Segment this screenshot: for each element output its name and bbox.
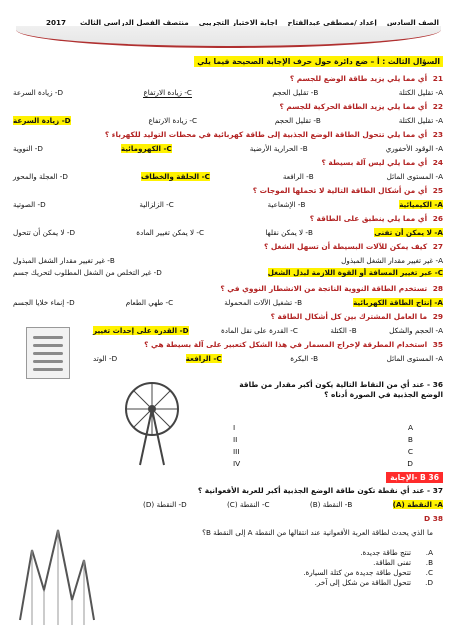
question-text: أي مما يلي تتحول الطاقة الوضع الجذبية إلى طاقة كهربائية في محطات التوليد للكهرباء ؟ xyxy=(104,130,428,139)
option-b: B- الحرارية الأرضية xyxy=(249,144,308,153)
question-36: 36 - عند أي من النقاط التالية يكون أكبر مقدار من طاقة الوضع الجذبية في الصورة أدناه ؟ xyxy=(239,380,443,399)
term-label: منتصف الفصل الدراسي الثالث xyxy=(80,17,189,27)
option-c: C- القدرة على نقل المادة xyxy=(221,326,298,335)
option-b: B- الإشعاعية xyxy=(267,200,306,209)
option-c-answer: C- الحلقة والخطاف xyxy=(140,172,210,181)
prepared-by: إعداد /مصطفى عبدالفتاح xyxy=(287,17,377,27)
option-c-answer: C- الكهرومائية xyxy=(120,144,172,153)
question-text: أي مما يلي يزيد طاقة الوضع للجسم ؟ xyxy=(289,74,428,83)
options-37 xyxy=(143,500,443,509)
option-a-answer: A- لا يمكن أن تفنى xyxy=(374,228,443,237)
question-26 xyxy=(13,214,443,223)
question-number: 29 xyxy=(432,312,443,321)
option-d: D- الصوتية xyxy=(13,200,46,209)
option-a: A- غير تغيير مقدار الشغل المبذول xyxy=(341,256,443,265)
option-c: C- الزلزالية xyxy=(139,200,174,209)
options-22 xyxy=(13,116,443,125)
option-d: D- العجلة والمحور xyxy=(13,172,68,181)
question-37: 37 - عند أي نقطة تكون طاقة الوضع الجذبية أكبر للعربة الأفعوانية ؟ xyxy=(197,486,443,495)
option-c: C- زيادة الارتفاع xyxy=(148,116,198,125)
option-d: D- الوتد xyxy=(93,354,118,363)
option-a-answer: A- النقطة (A) xyxy=(392,500,443,509)
q36-choice: C III xyxy=(233,447,413,456)
option-d-answer: D- زيادة السرعة xyxy=(13,116,71,125)
options-26 xyxy=(13,228,443,237)
options-38 xyxy=(153,548,433,588)
question-number: 36 xyxy=(432,380,443,389)
question-35 xyxy=(83,340,443,349)
q36-choice: B II xyxy=(233,435,413,444)
question-number: 23 xyxy=(432,130,443,139)
question-number: 35 xyxy=(432,340,443,349)
option-a-answer: A- إنتاج الطاقة الكهربائية xyxy=(353,298,443,307)
option-c: C- لا يمكن تغيير المادة xyxy=(136,228,205,237)
option-c-answer: C- الرافعة xyxy=(185,354,222,363)
option-d: D- النووية xyxy=(13,144,43,153)
answer-letter: D xyxy=(423,514,431,523)
option-a: A- المستوى المائل xyxy=(386,354,443,363)
q36-answer-label: الإجابة- B 36 xyxy=(386,472,443,483)
question-24 xyxy=(13,158,443,167)
section-title: السؤال الثالث : أ – ضع دائرة حول حرف الإجابة الصحيحة فيما يلي xyxy=(194,56,443,67)
question-text: استخدام المطرقة لإخراج المسمار في هذا الشكل كتعبير على آلة بسيطة هي ؟ xyxy=(144,340,428,349)
question-text: عند أي نقطة تكون طاقة الوضع الجذبية أكبر للعربة الأفعوانية ؟ xyxy=(197,486,425,495)
question-29 xyxy=(13,312,443,321)
question-number: 24 xyxy=(432,158,443,167)
question-text: أي مما يلي يزيد الطاقة الحركية للجسم ؟ xyxy=(279,102,428,111)
question-number: 26 xyxy=(432,214,443,223)
options-27-row1 xyxy=(13,256,443,265)
header-banner xyxy=(16,26,441,48)
question-number: 27 xyxy=(432,242,443,251)
option-d: D- إنماء خلايا الجسم xyxy=(13,298,75,307)
options-25 xyxy=(13,200,443,209)
question-21 xyxy=(13,74,443,83)
option-c: C- النقطة (C) xyxy=(226,500,270,509)
option-b: B- البكرة xyxy=(290,354,319,363)
worksheet-title: اجابة الاختبار التجريبي xyxy=(198,17,278,27)
hammer-nail-illustration xyxy=(26,327,70,379)
option-c-answer: C- زيادة الارتفاع xyxy=(143,88,192,97)
options-29 xyxy=(93,326,443,335)
grade-label: الصف السادس xyxy=(386,17,439,27)
option-a: A- تقليل الكتلة xyxy=(398,88,443,97)
q38-text: ما الذي يحدث لطاقة العربة الأفعوانية عند انتقالها من النقطة A إلى النقطة B؟ xyxy=(202,528,433,537)
question-22 xyxy=(13,102,443,111)
option-a: A- الحجم والشكل xyxy=(389,326,443,335)
option-b: B- تقليل الحجم xyxy=(274,116,321,125)
options-27-row2 xyxy=(13,268,443,277)
question-text: أي من أشكال الطاقة التالية لا تحملها الموجات ؟ xyxy=(252,186,428,195)
question-38 xyxy=(143,514,443,523)
ferris-wheel-illustration xyxy=(120,375,184,467)
option-a: A. تنتج طاقة جديدة. xyxy=(360,548,433,557)
option-b: B- الكتلة xyxy=(330,326,357,335)
option-c: C. تتحول طاقة جديدة من كتلة السيارة. xyxy=(303,568,433,578)
options-24 xyxy=(13,172,443,181)
question-number: 21 xyxy=(432,74,443,83)
question-text: تستخدم الطاقة النووية الناتجة من الانشطار النووي في ؟ xyxy=(220,284,428,293)
question-number: 38 xyxy=(432,514,443,523)
question-25 xyxy=(13,186,443,195)
option-c-answer: C- عبر تغيير المسافة أو القوة اللازمة لبذل الشغل xyxy=(267,268,443,277)
option-b: B- غير تغيير مقدار الشغل المبذول xyxy=(13,256,115,265)
option-b: B- النقطة (B) xyxy=(309,500,353,509)
options-21 xyxy=(13,88,443,98)
option-a: A- الوقود الأحفوري xyxy=(385,144,443,153)
question-text: عند أي من النقاط التالية يكون أكبر مقدار من طاقة الوضع الجذبية في الصورة أدناه ؟ xyxy=(239,380,443,399)
option-c: C- طهي الطعام xyxy=(125,298,174,307)
option-b: B- تشغيل الآلات المحمولة xyxy=(224,298,302,307)
question-28 xyxy=(13,284,443,293)
option-d: D- غير التخلص من الشغل المطلوب لتحريك جسم xyxy=(13,268,162,277)
q36-choice: A I xyxy=(233,423,413,432)
option-d: D. تتحول الطاقة من شكل إلى آخر. xyxy=(314,578,433,588)
question-number: 37 xyxy=(432,486,443,495)
question-text: كيف يمكن للآلات البسيطة أن تسهل الشغل ؟ xyxy=(263,242,428,251)
options-28 xyxy=(13,298,443,307)
options-23 xyxy=(13,144,443,153)
question-number: 28 xyxy=(432,284,443,293)
option-b: B- تقليل الحجم xyxy=(272,88,319,97)
option-a: A- المستوى المائل xyxy=(386,172,443,181)
question-23 xyxy=(13,130,443,139)
option-d: D- زيادة السرعة xyxy=(13,88,64,97)
question-text: ما العامل المشترك بين كل أشكال الطاقة ؟ xyxy=(270,312,428,321)
year-label: 2017 xyxy=(46,17,67,27)
option-a-answer: A- الكيميائية xyxy=(399,200,443,209)
option-b: B. تفنى الطاقة. xyxy=(373,558,433,568)
question-27 xyxy=(13,242,443,251)
question-number: 25 xyxy=(432,186,443,195)
question-number: 22 xyxy=(432,102,443,111)
option-b: B- الرافعة xyxy=(282,172,314,181)
option-b: B- لا يمكن نقلها xyxy=(265,228,313,237)
options-35 xyxy=(93,354,443,363)
roller-coaster-illustration xyxy=(18,520,96,630)
option-a: A- تقليل الكتلة xyxy=(398,116,443,125)
q36-choice: D IV xyxy=(233,459,413,468)
question-text: أي مما يلي ينطبق على الطاقة ؟ xyxy=(309,214,428,223)
option-d: D- لا يمكن أن تتحول xyxy=(13,228,75,237)
question-text: أي مما يلي ليس آلة بسيطة ؟ xyxy=(321,158,428,167)
q36-choices xyxy=(233,420,413,471)
option-d-answer: D- القدرة على إحداث تغيير xyxy=(93,326,189,335)
option-d: D- النقطة (D) xyxy=(143,500,187,509)
